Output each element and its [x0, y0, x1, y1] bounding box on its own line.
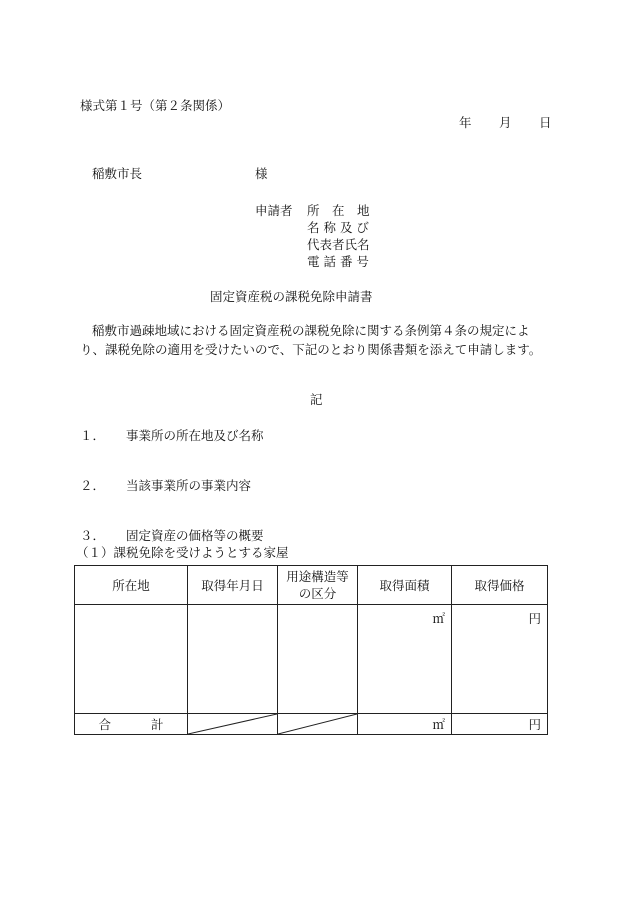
section-3-label: 固定資産の価格等の概要 — [126, 528, 264, 543]
applicant-name-label: 名 称 及 び — [307, 220, 369, 235]
diagonal-line — [188, 714, 277, 734]
ki-marker: 記 — [310, 392, 323, 407]
total-price[interactable] — [452, 714, 548, 735]
form-number: 様式第１号（第２条関係） — [80, 98, 231, 113]
total-date-slashed — [188, 714, 278, 735]
total-label-char-2: 計 — [151, 717, 164, 732]
table-row — [75, 605, 548, 714]
document-title: 固定資産税の課税免除申請書 — [210, 289, 373, 304]
body-paragraph: 稲敷市過疎地域における固定資産税の課税免除に関する条例第４条の規定により、課税免除の適用を受けたいので、下記のとおり関係書類を添えて申請します。 — [80, 323, 542, 357]
applicant-label: 申請者 — [255, 203, 293, 218]
section-2-label: 当該事業所の事業内容 — [126, 478, 252, 493]
date-day: 日 — [539, 115, 552, 130]
total-usage-slashed — [278, 714, 358, 735]
total-label — [75, 714, 188, 735]
header-usage-structure-line2: の区分 — [298, 586, 337, 601]
area-unit: ㎡ — [432, 611, 445, 626]
price-unit: 円 — [528, 611, 541, 626]
header-usage-structure-line1: 用途構造等 — [286, 569, 349, 584]
applicant-phone-label: 電 話 番 号 — [307, 254, 369, 269]
addressee-honorific: 様 — [255, 166, 268, 181]
diagonal-line — [278, 714, 357, 734]
header-acquisition-date: 取得年月日 — [188, 566, 278, 605]
table-total-row — [75, 714, 548, 735]
subsection-heading: （１）課税免除を受けようとする家屋 — [76, 545, 289, 560]
cell-price[interactable] — [452, 605, 548, 714]
total-label-char-1: 合 — [98, 717, 111, 732]
header-acquisition-price: 取得価格 — [452, 566, 548, 605]
section-3-number: ３． — [80, 528, 106, 543]
section-2-number: ２． — [80, 478, 106, 493]
cell-acquisition-date[interactable] — [188, 605, 278, 714]
section-1-number: １． — [80, 428, 106, 443]
applicant-address-label: 所 在 地 — [307, 203, 370, 218]
date-year: 年 — [459, 115, 472, 130]
cell-area[interactable] — [358, 605, 452, 714]
header-location: 所在地 — [75, 566, 188, 605]
total-area-unit: ㎡ — [432, 717, 445, 732]
applicant-representative-label: 代表者氏名 — [307, 237, 370, 252]
section-1-label: 事業所の所在地及び名称 — [126, 428, 264, 443]
total-price-unit: 円 — [528, 717, 541, 732]
header-usage-structure — [278, 566, 358, 605]
cell-location[interactable] — [75, 605, 188, 714]
addressee-name: 稲敷市長 — [92, 166, 143, 181]
header-acquired-area: 取得面積 — [358, 566, 452, 605]
cell-usage-structure[interactable] — [278, 605, 358, 714]
date-month: 月 — [499, 115, 512, 130]
property-table — [74, 565, 548, 735]
total-area[interactable] — [358, 714, 452, 735]
table-header-row — [75, 566, 548, 605]
